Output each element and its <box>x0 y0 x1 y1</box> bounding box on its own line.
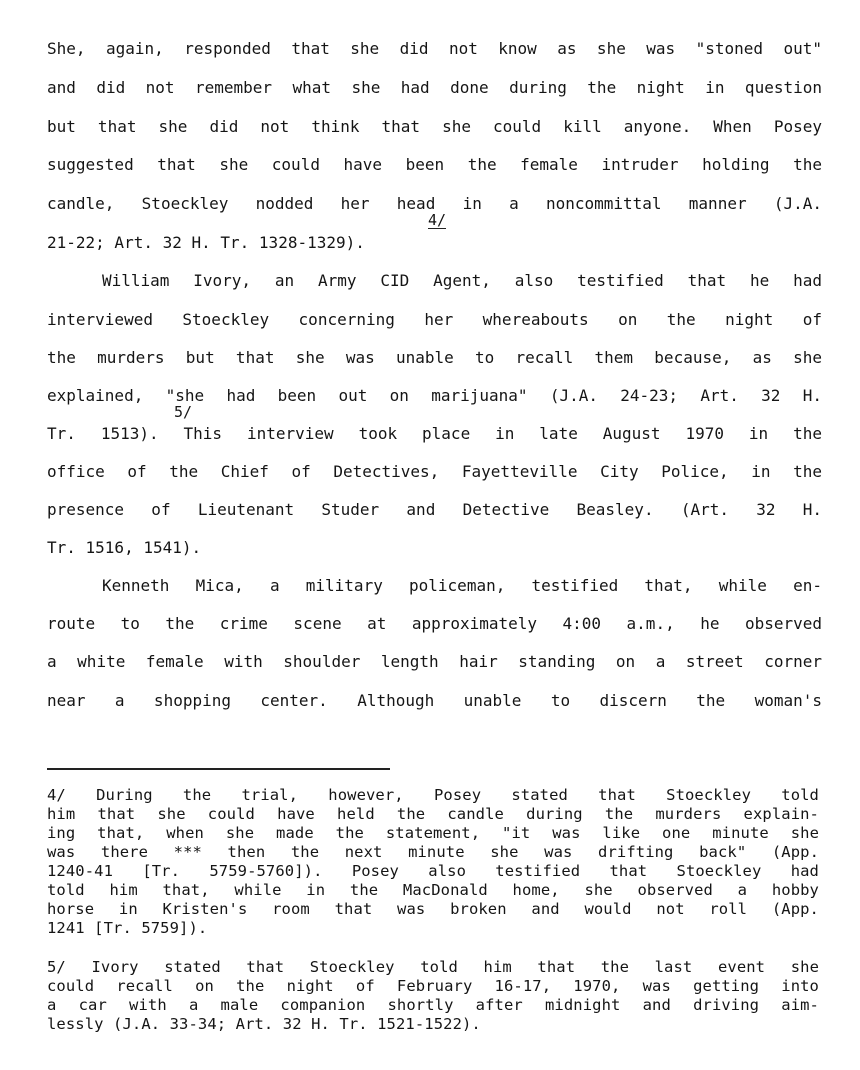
footnote-ref-4: 4/ <box>428 211 447 229</box>
body-line-11: Tr. 1513). This interview took place in late August 1970 in the <box>47 424 822 443</box>
body-line-18: near a shopping center. Although unable to discern the woman's <box>47 691 822 710</box>
body-line-7: William Ivory, an Army CID Agent, also testified that he had <box>102 271 822 290</box>
footnote-4-line-4: was there *** then the next minute she was drifting back" (App. <box>47 843 819 861</box>
body-line-2: and did not remember what she had done during the night in question <box>47 78 822 97</box>
footnote-ref-5: 5/ <box>174 403 193 421</box>
body-line-17: a white female with shoulder length hair standing on a street corner <box>47 652 822 671</box>
footnote-4-line-3: ing that, when she made the statement, "it was like one minute she <box>47 824 819 842</box>
body-line-4: suggested that she could have been the female intruder holding the <box>47 155 822 174</box>
body-line-1: She, again, responded that she did not know as she was "stoned out" <box>47 39 822 58</box>
body-line-10: explained, "she had been out on marijuana" (J.A. 24-23; Art. 32 H. <box>47 386 822 405</box>
body-line-13: presence of Lieutenant Studer and Detective Beasley. (Art. 32 H. <box>47 500 822 519</box>
body-line-8: interviewed Stoeckley concerning her whereabouts on the night of <box>47 310 822 329</box>
footnote-4-line-7: horse in Kristen's room that was broken and would not roll (App. <box>47 900 819 918</box>
footnote-4-line-6: told him that, while in the MacDonald home, she observed a hobby <box>47 881 819 899</box>
body-line-5: candle, Stoeckley nodded her head in a noncommittal manner (J.A. <box>47 194 822 213</box>
footnote-5-line-4: lessly (J.A. 33-34; Art. 32 H. Tr. 1521-1522). <box>47 1015 481 1033</box>
footnote-4-line-2: him that she could have held the candle during the murders explain- <box>47 805 819 823</box>
body-line-9: the murders but that she was unable to recall them because, as she <box>47 348 822 367</box>
footnote-4-line-1: 4/ During the trial, however, Posey stated that Stoeckley told <box>47 786 819 804</box>
body-line-6: 21-22; Art. 32 H. Tr. 1328-1329). <box>47 233 365 252</box>
footnote-4-line-8: 1241 [Tr. 5759]). <box>47 919 208 937</box>
footnote-4-line-5: 1240-41 [Tr. 5759-5760]). Posey also testified that Stoeckley had <box>47 862 819 880</box>
body-line-12: office of the Chief of Detectives, Fayetteville City Police, in the <box>47 462 822 481</box>
body-line-3: but that she did not think that she could kill anyone. When Posey <box>47 117 822 136</box>
footnote-5-line-2: could recall on the night of February 16-17, 1970, was getting into <box>47 977 819 995</box>
footnote-separator <box>47 768 390 770</box>
footnote-5-line-1: 5/ Ivory stated that Stoeckley told him that the last event she <box>47 958 819 976</box>
body-line-14: Tr. 1516, 1541). <box>47 538 202 557</box>
body-line-15: Kenneth Mica, a military policeman, testified that, while en- <box>102 576 822 595</box>
body-line-16: route to the crime scene at approximately 4:00 a.m., he observed <box>47 614 822 633</box>
footnote-5-line-3: a car with a male companion shortly after midnight and driving aim- <box>47 996 819 1014</box>
